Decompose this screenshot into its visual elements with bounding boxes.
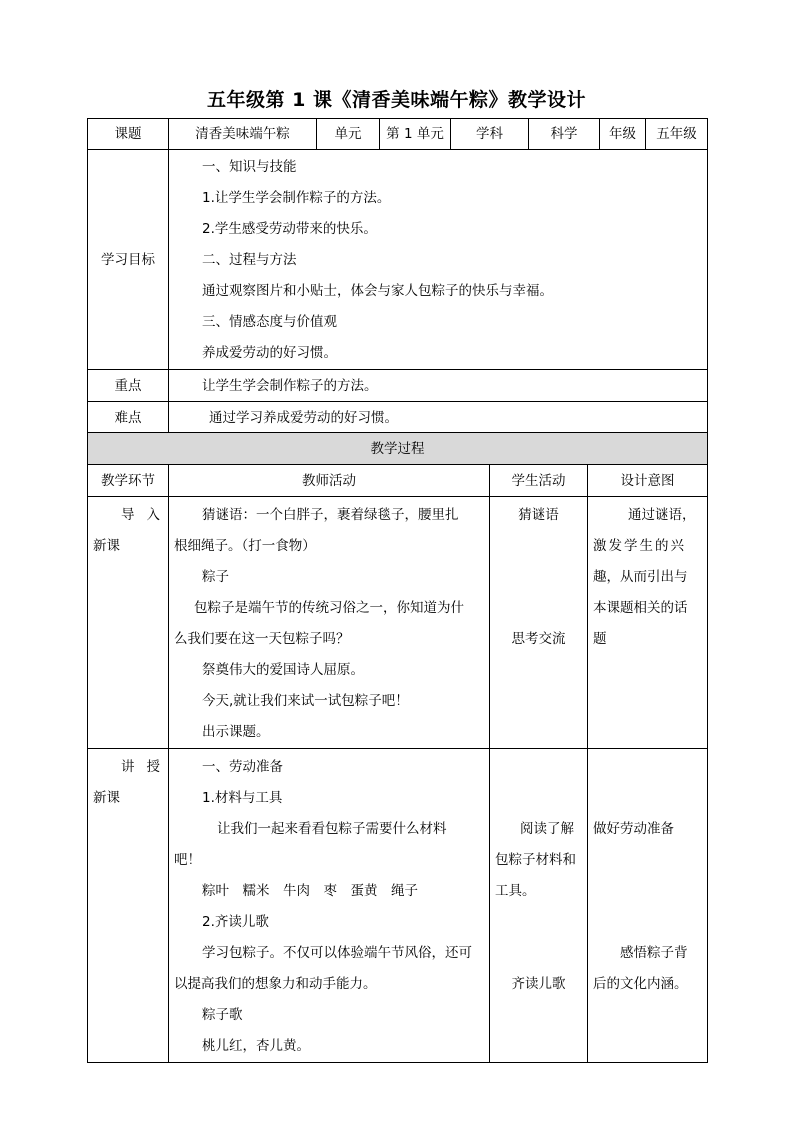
teach-intent: [588, 749, 708, 1063]
course-value: 清香美味端午粽: [169, 119, 317, 150]
course-label: 课题: [88, 119, 169, 150]
unit-value: 第 1 单元: [380, 119, 451, 150]
teach-stage-char: 讲: [121, 759, 135, 775]
teacher-line: 1.材料与工具: [202, 790, 283, 806]
teaching-process-table: [87, 432, 708, 1063]
focus-label: 重点: [88, 370, 169, 402]
teacher-line: 根细绳子。（打一食物）: [174, 538, 316, 554]
student-line: 齐读儿歌: [511, 976, 566, 992]
process-section-title: 教学过程: [88, 433, 708, 465]
objective-line: 二、过程与方法: [202, 252, 297, 268]
difficulty-label: 难点: [88, 402, 169, 434]
focus-text: 让学生学会制作粽子的方法。: [169, 370, 708, 402]
teacher-line: 包粽子是端午节的传统习俗之一，你知道为什: [194, 600, 464, 616]
teacher-line: 让我们一起来看看包粽子需要什么材料: [217, 821, 447, 837]
header-teacher: 教师活动: [169, 465, 490, 497]
intent-line: 通过谜语，: [628, 507, 696, 523]
student-line: 包粽子材料和: [495, 852, 576, 868]
objectives-label: 学习目标: [88, 150, 169, 370]
teach-stage: [88, 749, 169, 1063]
unit-label: 单元: [317, 119, 380, 150]
objective-line: 1.让学生学会制作粽子的方法。: [202, 190, 391, 206]
objective-line: 2.学生感受劳动带来的快乐。: [202, 221, 377, 237]
teacher-line: 祭奠伟大的爱国诗人屈原。: [202, 662, 364, 678]
teacher-line: 学习包粽子。不仅可以体验端午节风俗，还可: [202, 945, 472, 961]
header-stage: 教学环节: [88, 465, 169, 497]
intro-intent: [588, 497, 708, 749]
intent-line: 后的文化内涵。: [593, 976, 688, 992]
teacher-line: 粽子: [202, 569, 229, 585]
teacher-line: 粽子歌: [202, 1007, 243, 1023]
intro-teacher: [169, 497, 490, 749]
student-line: 思考交流: [511, 631, 566, 647]
intro-stage: [88, 497, 169, 749]
objective-line: 三、情感态度与价值观: [202, 314, 337, 330]
grade-value: 五年级: [646, 119, 708, 150]
intro-stage-char: 入: [146, 507, 160, 523]
intent-line: 做好劳动准备: [593, 821, 674, 837]
intro-stage-label: 新课: [93, 538, 120, 554]
intro-stage-char: 导: [121, 507, 135, 523]
teacher-line: 以提高我们的想象力和动手能力。: [174, 976, 377, 992]
objective-line: 通过观察图片和小贴士，体会与家人包粽子的快乐与幸福。: [202, 283, 553, 299]
intent-line: 激发学生的兴: [593, 538, 686, 554]
teach-stage-label: 新课: [93, 790, 120, 806]
teacher-line: 一、劳动准备: [202, 759, 283, 775]
intent-line: 趣，从而引出与: [593, 569, 688, 585]
teacher-line: 出示课题。: [202, 724, 270, 740]
header-intent: 设计意图: [588, 465, 708, 497]
teach-teacher: [169, 749, 490, 1063]
objectives-content: [169, 150, 708, 370]
teacher-line: 桃儿红，杏儿黄。: [202, 1038, 310, 1054]
document-title: 五年级第 1 课《清香美味端午粽》教学设计: [207, 89, 586, 111]
student-line: 猜谜语: [518, 507, 559, 523]
student-line: 工具。: [495, 883, 536, 899]
intent-line: 感悟粽子背: [620, 945, 688, 961]
teach-student: [490, 749, 588, 1063]
lesson-info-table: [87, 118, 708, 434]
teacher-line: 么我们要在这一天包粽子吗？: [174, 631, 350, 647]
teacher-line: 粽叶 糯米 牛肉 枣 蛋黄 绳子: [202, 883, 418, 899]
teacher-line: 今天,就让我们来试一试包粽子吧！: [202, 693, 409, 709]
subject-value: 科学: [529, 119, 600, 150]
grade-label: 年级: [600, 119, 646, 150]
intro-student: [490, 497, 588, 749]
teach-stage-char: 授: [146, 759, 160, 775]
difficulty-text: 通过学习养成爱劳动的好习惯。: [169, 402, 708, 434]
student-line: 阅读了解: [520, 821, 574, 837]
teacher-line: 猜谜语：一个白胖子，裹着绿毯子，腰里扎: [202, 507, 459, 523]
teacher-line: 吧！: [174, 852, 201, 868]
objective-line: 一、知识与技能: [202, 159, 297, 175]
intent-line: 本课题相关的话: [593, 600, 688, 616]
teacher-line: 2.齐读儿歌: [202, 914, 269, 930]
intent-line: 题: [593, 631, 607, 647]
objective-line: 养成爱劳动的好习惯。: [202, 345, 337, 361]
subject-label: 学科: [451, 119, 529, 150]
header-student: 学生活动: [490, 465, 588, 497]
